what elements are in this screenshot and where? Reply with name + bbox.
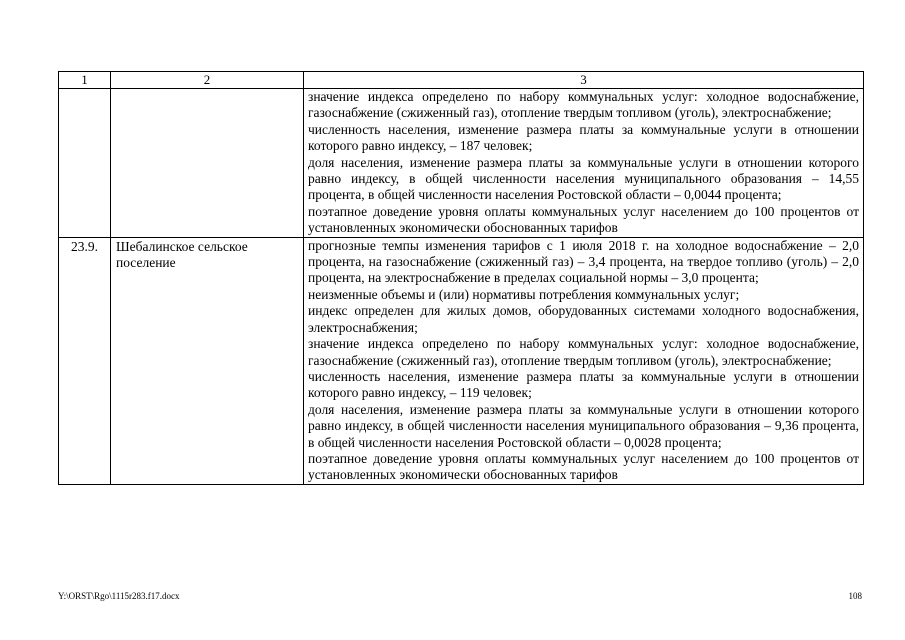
paragraph: поэтапное доведение уровня оплаты коммунальных услуг населением до 100 процентов от установленных экономически обоснованных тарифов <box>308 450 859 483</box>
paragraph: численность населения, изменение размера платы за коммунальные услуги в отношении которого равно индексу, – 119 человек; <box>308 368 859 401</box>
paragraph: неизменные объемы и (или) нормативы потребления коммунальных услуг; <box>308 286 740 302</box>
header-row <box>59 72 864 89</box>
paragraph: поэтапное доведение уровня оплаты коммунальных услуг населением до 100 процентов от установленных экономически обоснованных тарифов <box>308 203 859 236</box>
row-description <box>304 237 864 484</box>
paragraph: прогнозные темпы изменения тарифов с 1 июля 2018 г. на холодное водоснабжение – 2,0 процента, на газоснабжение (сжиженный газ) – 3,4 процента, на твердое топливо (уголь) – 2,0 процента, на электроснабжение в пределах социальной нормы – 3,0 процента; <box>308 237 859 286</box>
row-description <box>304 89 864 238</box>
paragraph: значение индекса определено по набору коммунальных услуг: холодное водоснабжение, газоснабжение (сжиженный газ), отопление твердым топливом (уголь), электроснабжение; <box>308 89 859 121</box>
footer-file-path: Y:\ORST\Rgo\1115r283.f17.docx <box>58 591 180 601</box>
tariff-table <box>58 71 864 485</box>
header-col-2: 2 <box>111 72 304 89</box>
settlement-name: Шебалинское сельское поселение <box>111 237 304 484</box>
row-number: 23.9. <box>59 237 111 484</box>
paragraph: индекс определен для жилых домов, оборудованных системами холодного водоснабжения, электроснабжения; <box>308 303 859 335</box>
header-col-1: 1 <box>59 72 111 89</box>
paragraph: значение индекса определено по набору коммунальных услуг: холодное водоснабжение, газоснабжение (сжиженный газ), отопление твердым топливом (уголь), электроснабжение; <box>308 336 859 368</box>
paragraph: численность населения, изменение размера платы за коммунальные услуги в отношении которого равно индексу, – 187 человек; <box>308 121 859 154</box>
header-col-3: 3 <box>304 72 864 89</box>
paragraph: доля населения, изменение размера платы за коммунальные услуги в отношении которого равно индексу, в общей численности населения муниципального образования – 9,36 процента, в общей численности населения Ростовской области – 0,0028 процента; <box>308 401 859 450</box>
table-row <box>59 89 864 238</box>
settlement-name <box>111 89 304 238</box>
paragraph: доля населения, изменение размера платы за коммунальные услуги в отношении которого равно индексу, в общей численности населения муниципального образования – 14,55 процента, в общей численности населения Ростовской области – 0,0044 процента; <box>308 154 859 203</box>
table-row <box>59 237 864 484</box>
row-number <box>59 89 111 238</box>
page-number: 108 <box>848 591 862 601</box>
